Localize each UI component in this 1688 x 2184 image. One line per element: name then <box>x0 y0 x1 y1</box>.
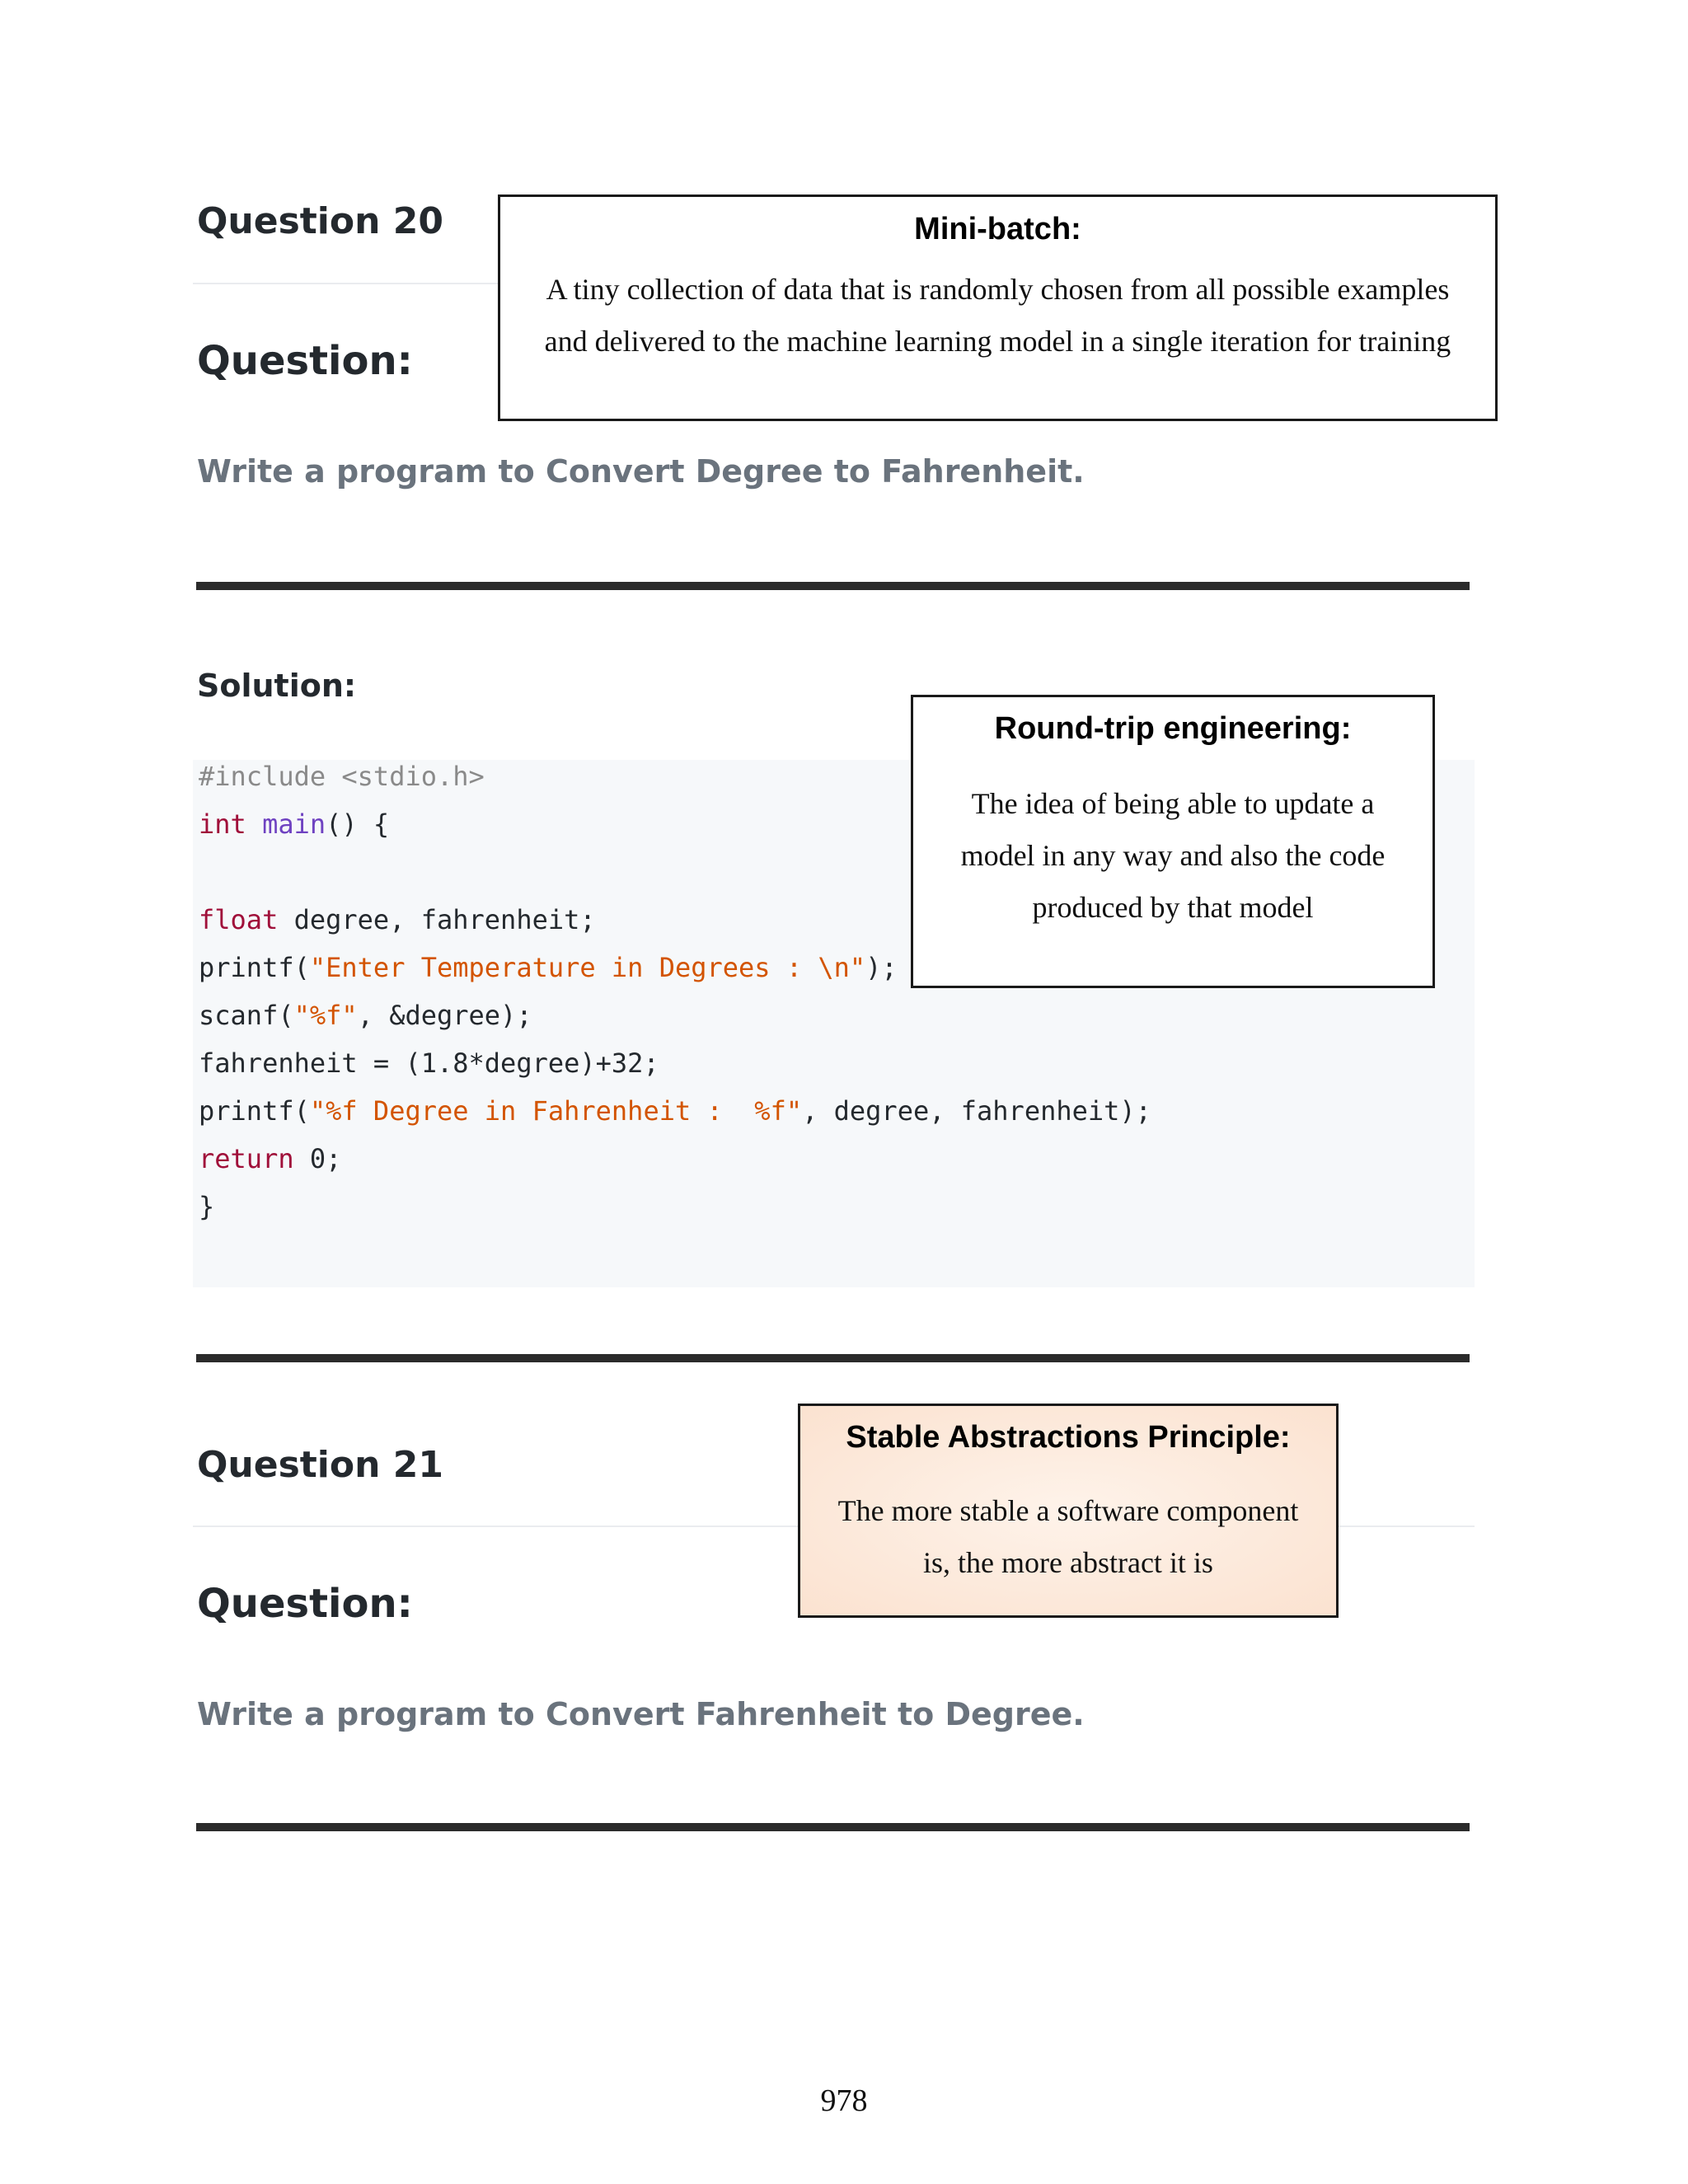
callout-body: The more stable a software component is, the more abstract it is <box>837 1494 1299 1579</box>
code-line-return: return 0; <box>199 1143 342 1174</box>
section-divider <box>196 1823 1470 1831</box>
code-line-include: #include <stdio.h> <box>199 761 485 792</box>
callout-title: Round-trip engineering: <box>994 711 1352 746</box>
question-label: Question: <box>197 338 413 384</box>
question-prompt: Write a program to Convert Fahrenheit to Degree. <box>197 1696 1085 1732</box>
callout-title: Stable Abstractions Principle: <box>846 1420 1291 1455</box>
code-line-scanf: scanf("%f", &degree); <box>199 1000 532 1031</box>
question-20-heading: Question 20 <box>197 200 443 242</box>
callout-title: Mini-batch: <box>914 212 1081 246</box>
callout-body: The idea of being able to update a model in any way and also the code produced by that model <box>960 787 1386 924</box>
section-divider <box>196 582 1470 590</box>
question-21-heading: Question 21 <box>197 1444 443 1486</box>
code-line-main: int main() { <box>199 808 390 840</box>
callout-mini-batch <box>498 194 1498 421</box>
callout-body: A tiny collection of data that is randomly chosen from all possible examples and delivered to the machine learning model in a single iteration for training <box>544 273 1451 358</box>
code-line-formula: fahrenheit = (1.8*degree)+32; <box>199 1047 659 1079</box>
question-prompt: Write a program to Convert Degree to Fahrenheit. <box>197 453 1085 490</box>
code-line-declare: float degree, fahrenheit; <box>199 904 596 935</box>
callout-round-trip-engineering <box>911 695 1435 988</box>
page-number: 978 <box>820 2083 868 2118</box>
code-line-close: } <box>199 1191 215 1222</box>
code-line-printf-result: printf("%f Degree in Fahrenheit : %f", degree, fahrenheit); <box>199 1095 1151 1127</box>
callout-stable-abstractions-principle <box>798 1404 1339 1618</box>
section-divider <box>196 1354 1470 1362</box>
code-line-printf-prompt: printf("Enter Temperature in Degrees : \n"); <box>199 952 898 983</box>
solution-label: Solution: <box>197 668 357 704</box>
question-label: Question: <box>197 1581 413 1627</box>
